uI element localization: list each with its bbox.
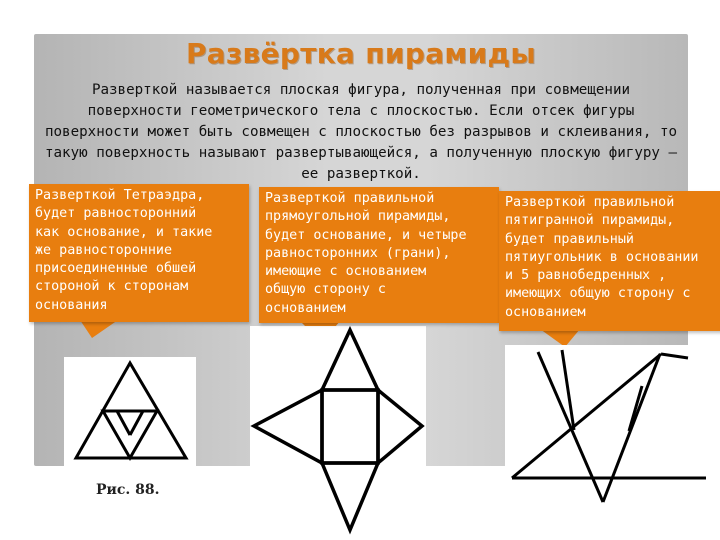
callout-1-pointer (80, 320, 118, 338)
intro-paragraph: Разверткой называется плоская фигура, полученная при совмещении поверхности геометрического тела с плоскостью. Если отсек фигуры поверхности может быть совмещен с плоскостью без разрывов и склеивания, то такую поверхность называют развертывающейся, а полученную плоскую фигуру — ее разверткой. (44, 82, 678, 182)
pentagonal-pyramid-callout-text: Разверткой правильной пятигранной пирамиды, будет правильный пятиугольник в основании и 5 равнобедренных , имеющих общую сторону с основанием (505, 195, 699, 320)
slide-title: Развёртка пирамиды (185, 37, 537, 70)
square-pyramid-callout-text: Разверткой правильной прямоугольной пирамиды, будет основание, и четыре равносторонних (грани), имеющие с основанием общую сторону с основанием (265, 191, 467, 316)
figure-caption: Рис. 88. (96, 482, 160, 498)
tetrahedron-callout (29, 184, 249, 322)
callout-3-pointer (540, 329, 580, 347)
pentagonal-pyramid-callout (499, 191, 720, 331)
tetrahedron-callout-text: Разверткой Тетраэдра, будет равносторонний как основание, и такие же равносторонние присоединенные обшей стороной к сторонам основания (35, 188, 213, 313)
pentagonal-pyramid-net-background (505, 345, 713, 505)
square-pyramid-callout (259, 187, 499, 323)
